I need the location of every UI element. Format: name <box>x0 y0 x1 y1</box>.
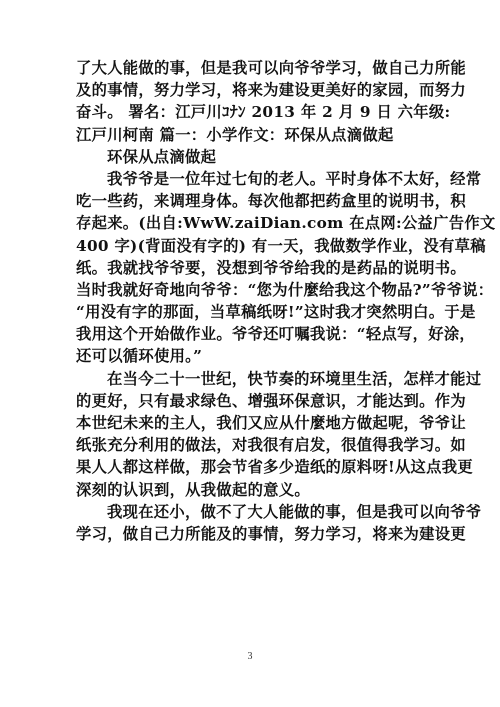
signature-line: 奋斗。 署名：江戸川ｺﾅﾝ 2013 年 2 月 9 日 六年级: <box>76 103 451 122</box>
text-line: 深刻的认识到，从我做起的意义。 <box>76 480 310 499</box>
text-line: 400 字)(背面没有字的) 有一天，我做数学作业，没有草稿 <box>76 236 486 255</box>
text-line: 吃一些药，来调理身体。每次他都把药盒里的说明书，积 <box>76 192 466 211</box>
text-line: 了大人能做的事，但是我可以向爷爷学习，做自己力所能 <box>76 59 466 77</box>
text-line: 我用这个开始做作业。爷爷还叮嘱我说：“轻点写，好涂， <box>76 325 476 344</box>
document-body <box>76 57 496 545</box>
text-line: 果人人都这样做，那会节省多少造纸的原料呀!从这点我更 <box>76 458 473 477</box>
text-line: 还可以循环使用。” <box>76 347 203 366</box>
paragraph-start: 我现在还小，做不了大人能做的事，但是我可以向爷爷 <box>107 502 482 521</box>
text-line: 及的事情，努力学习，将来为建设更美好的家园，而努力 <box>76 81 466 100</box>
text-line: 纸。我就找爷爷要，没想到爷爷给我的是药品的说明书。 <box>76 258 466 277</box>
text-line: 当时我就好奇地向爷爷：“您为什麼给我这个物品?”爷爷说： <box>76 280 494 299</box>
text-line: 学习，做自己力所能及的事情，努力学习，将来为建设更 <box>76 524 466 543</box>
section-title: 环保从点滴做起 <box>107 147 217 166</box>
text-line: 的更好，只有最求绿色、增强环保意识，才能达到。作为 <box>76 391 466 410</box>
text-line: 本世纪未来的主人，我们又应从什麼地方做起呢，爷爷让 <box>76 414 466 432</box>
text-line: 存起来。(出自:WwW.zaiDian.com 在点网:公益广告作文 <box>76 214 496 233</box>
text-line: “用没有字的那面，当草稿纸呀!”这时我才突然明白。于是 <box>76 303 476 322</box>
page-number: 3 <box>247 651 253 662</box>
paragraph-start: 在当今二十一世纪，快节奏的环境里生活，怎样才能过 <box>107 369 482 388</box>
article-heading-line: 江戸川柯南 篇一：小学作文：环保从点滴做起 <box>76 125 394 144</box>
paragraph-start: 我爷爷是一位年过七旬的老人。平时身体不太好，经常 <box>107 169 482 188</box>
text-line: 纸张充分利用的做法，对我很有启发，很值得我学习。如 <box>76 436 466 455</box>
